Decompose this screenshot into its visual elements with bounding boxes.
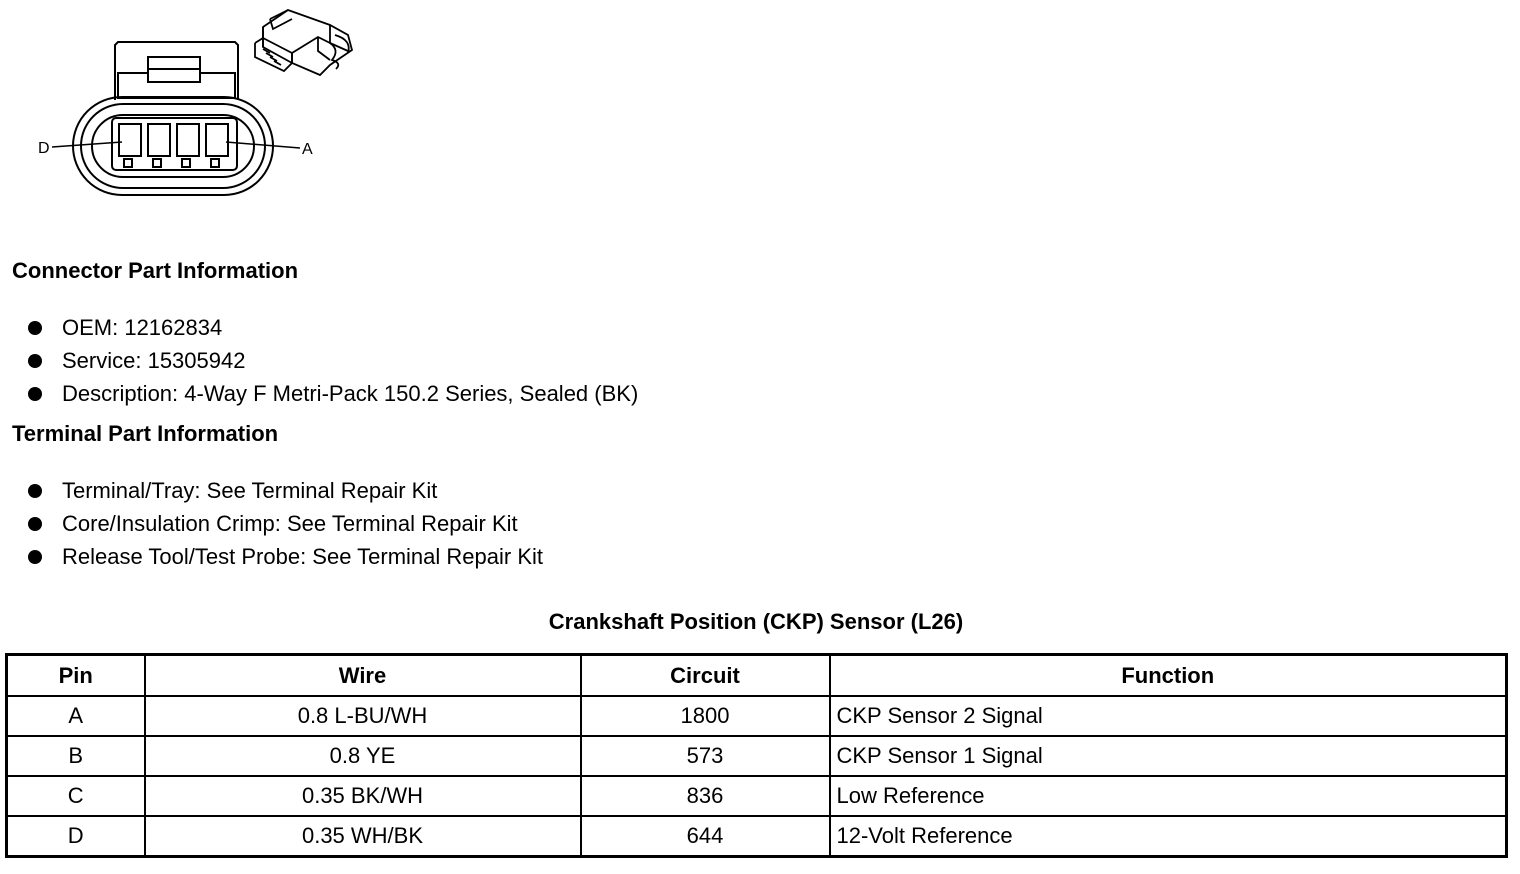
list-item bbox=[28, 377, 638, 410]
table-row bbox=[7, 776, 1507, 816]
connector-part-info-heading: Connector Part Information bbox=[12, 258, 299, 283]
cell-pin: D bbox=[7, 816, 145, 857]
bullet-icon bbox=[28, 321, 42, 335]
cell-circuit: 644 bbox=[581, 816, 830, 857]
oem-part-number: OEM: 12162834 bbox=[62, 314, 223, 340]
cell-circuit: 573 bbox=[581, 736, 830, 776]
connector-housing bbox=[73, 97, 273, 195]
terminal-cavities bbox=[119, 124, 228, 167]
cell-pin: B bbox=[7, 736, 145, 776]
connector-diagram bbox=[30, 5, 360, 200]
bullet-icon bbox=[28, 517, 42, 531]
terminal-tray-info: Terminal/Tray: See Terminal Repair Kit bbox=[62, 477, 438, 503]
cell-pin: A bbox=[7, 696, 145, 736]
connector-latch bbox=[115, 42, 238, 100]
connector-description: Description: 4-Way F Metri-Pack 150.2 Series, Sealed (BK) bbox=[62, 380, 639, 406]
list-item bbox=[28, 474, 543, 507]
cell-wire: 0.35 BK/WH bbox=[145, 776, 581, 816]
header-circuit: Circuit bbox=[581, 655, 830, 697]
cell-function: 12-Volt Reference bbox=[830, 816, 1507, 857]
list-item bbox=[28, 507, 543, 540]
cell-function: CKP Sensor 1 Signal bbox=[830, 736, 1507, 776]
terminal-part-info-heading: Terminal Part Information bbox=[12, 421, 279, 446]
connector-iso-view bbox=[255, 10, 352, 75]
cell-wire: 0.35 WH/BK bbox=[145, 816, 581, 857]
cell-circuit: 836 bbox=[581, 776, 830, 816]
bullet-icon bbox=[28, 550, 42, 564]
pinout-table bbox=[5, 653, 1508, 858]
service-part-number: Service: 15305942 bbox=[62, 347, 246, 373]
connector-part-info-list bbox=[28, 311, 638, 410]
list-item bbox=[28, 344, 638, 377]
list-item bbox=[28, 540, 543, 573]
cell-function: CKP Sensor 2 Signal bbox=[830, 696, 1507, 736]
table-row bbox=[7, 736, 1507, 776]
pin-a-label: A bbox=[302, 141, 313, 158]
pin-d-label: D bbox=[38, 140, 50, 157]
bullet-icon bbox=[28, 484, 42, 498]
cell-pin: C bbox=[7, 776, 145, 816]
list-item bbox=[28, 311, 638, 344]
bullet-icon bbox=[28, 354, 42, 368]
crimp-info: Core/Insulation Crimp: See Terminal Repair Kit bbox=[62, 510, 518, 536]
table-row bbox=[7, 696, 1507, 736]
cell-wire: 0.8 YE bbox=[145, 736, 581, 776]
header-function: Function bbox=[830, 655, 1507, 697]
release-tool-info: Release Tool/Test Probe: See Terminal Repair Kit bbox=[62, 543, 543, 569]
cell-circuit: 1800 bbox=[581, 696, 830, 736]
cell-wire: 0.8 L-BU/WH bbox=[145, 696, 581, 736]
header-pin: Pin bbox=[7, 655, 145, 697]
terminal-part-info-list bbox=[28, 474, 543, 573]
header-wire: Wire bbox=[145, 655, 581, 697]
table-title: Crankshaft Position (CKP) Sensor (L26) bbox=[548, 609, 964, 634]
cell-function: Low Reference bbox=[830, 776, 1507, 816]
table-row bbox=[7, 816, 1507, 857]
bullet-icon bbox=[28, 387, 42, 401]
table-header-row bbox=[7, 655, 1507, 697]
